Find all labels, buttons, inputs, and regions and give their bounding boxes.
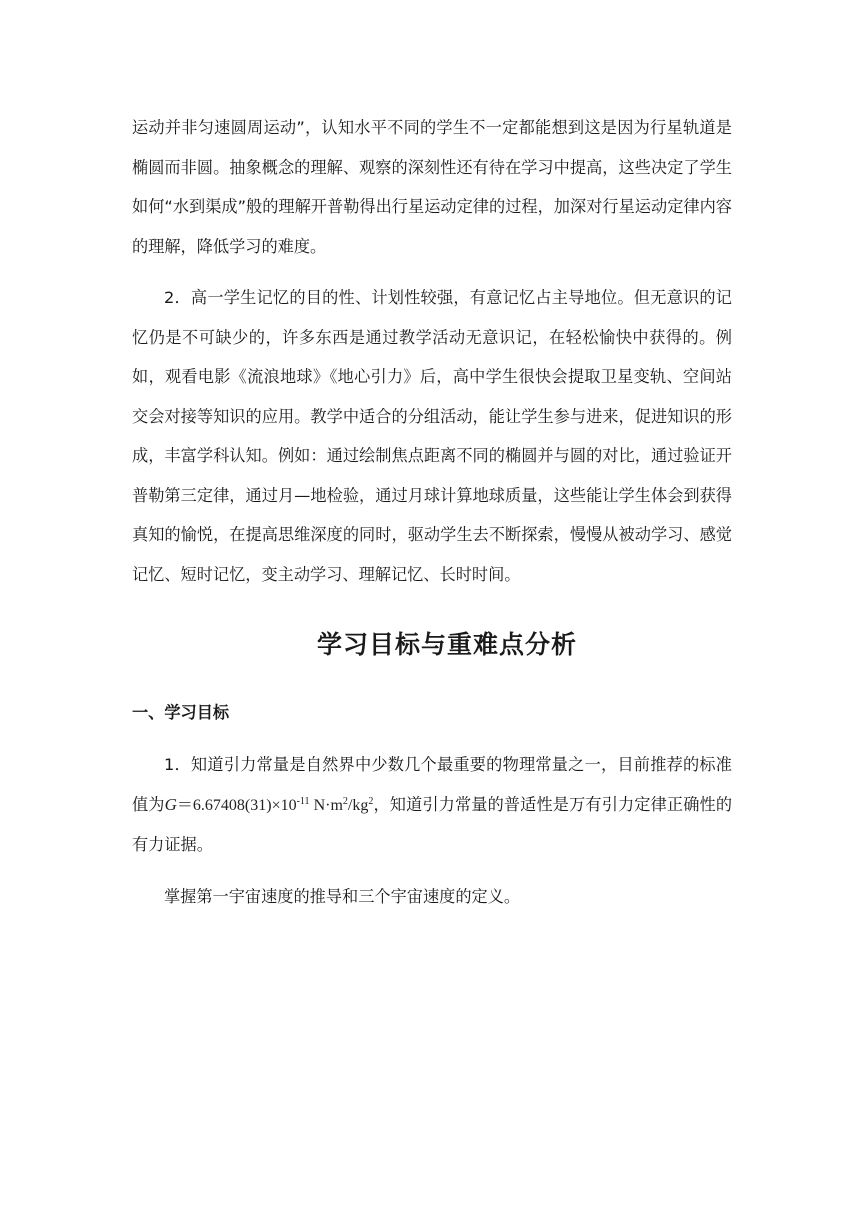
- paragraph-student-memory: 2．高一学生记忆的目的性、计划性较强，有意记忆占主导地位。但无意识的记忆仍是不可缺少的，许多东西是通过教学活动无意识记，在轻松愉快中获得的。例如，观看电影《流浪地球》《地心引力》后，高中学生很快会提取卫星变轨、空间站交会对接等知识的应用。教学中适合的分组活动，能让学生参与进来，促进知识的形成，丰富学科认知。例如：通过绘制焦点距离不同的椭圆并与圆的对比，通过验证开普勒第三定律，通过月—地检验，通过月球计算地球质量，这些能让学生体会到获得真知的愉悦，在提高思维深度的同时，驱动学生去不断探索，慢慢从被动学习、感觉记忆、短时记忆，变主动学习、理解记忆、长时时间。: [132, 288, 732, 584]
- formula-slash: /: [347, 796, 353, 814]
- formula-exponent: -11: [296, 795, 310, 807]
- formula-base: 10: [280, 796, 297, 814]
- paragraph-student-cognition: 运动并非匀速圆周运动”，认知水平不同的学生不一定都能想到这是因为行星轨道是椭圆而非圆。抽象概念的理解、观察的深刻性还有待在学习中提高，这些决定了学生如何“水到渠成”般的理解开普勒得出行星运动定律的过程，加深对行星运动定律内容的理解，降低学习的难度。: [132, 118, 732, 256]
- formula-symbol: G: [164, 794, 177, 814]
- formula-unit-b-exp: 2: [368, 795, 374, 807]
- formula-unit-a: N·m: [313, 796, 343, 814]
- formula-value: 6.67408(31): [192, 796, 272, 814]
- formula-times: ×: [271, 796, 281, 814]
- gravitational-constant-formula: [165, 785, 374, 826]
- objective-cosmic-velocity: 掌握第一宇宙速度的推导和三个宇宙速度的定义。: [164, 886, 521, 906]
- formula-unit-a-exp: 2: [342, 795, 348, 807]
- section-title: 学习目标与重难点分析: [316, 630, 577, 659]
- subsection-title: 一、学习目标: [132, 703, 230, 722]
- formula-unit-b: kg: [352, 796, 369, 814]
- objective-gravitational-constant: [132, 745, 732, 865]
- objective-text-after: ，知道引力常量的普适性是万有引力定律正确性的有力证据。: [132, 794, 733, 854]
- objective-text-before: 1．知道引力常量是自然界中少数几个最重要的物理常量之一，目前推荐的标准值为: [132, 755, 732, 814]
- formula-equals: ＝: [176, 796, 193, 814]
- document-page: [132, 108, 732, 916]
